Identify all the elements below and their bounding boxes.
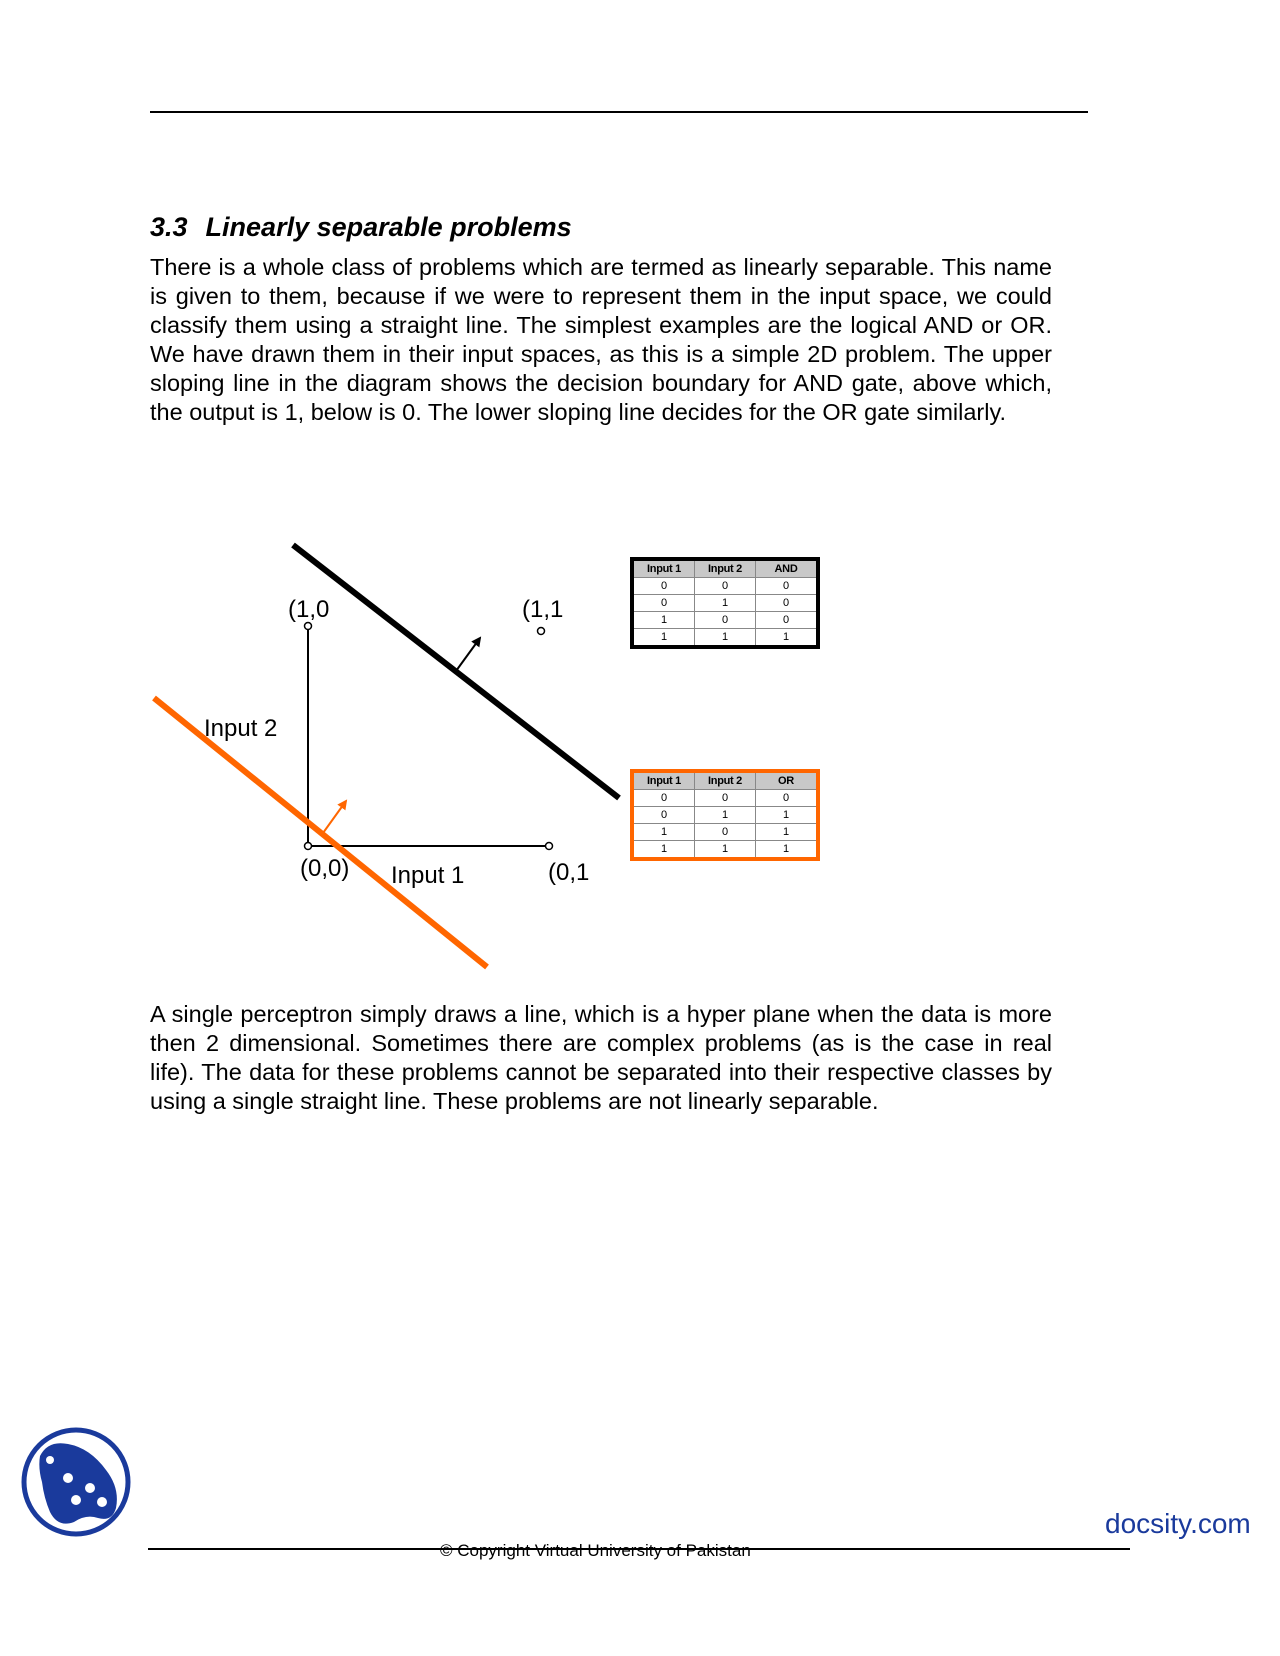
- table-cell: 0: [756, 578, 819, 595]
- or-table-header: Input 1: [632, 771, 695, 790]
- and-normal-arrow: [456, 638, 480, 671]
- point-1-1: [538, 628, 545, 635]
- and-truth-table: [630, 557, 820, 649]
- conclusion-paragraph: A single perceptron simply draws a line, which is a hyper plane when the data is more then 2 dimensional. Sometimes there are complex problems (as is the case in real life). The data for these problems cannot be separated into their respective classes by using a single straight line. These problems are not linearly separable.: [150, 1001, 1052, 1114]
- docsity-logo-icon: [20, 1426, 132, 1538]
- label-1-0: (1,0: [288, 596, 330, 623]
- table-cell: 1: [695, 595, 756, 612]
- copyright-footer: [440, 1541, 840, 1560]
- input1-label: Input 1: [391, 862, 465, 889]
- table-row: [632, 790, 818, 807]
- section-number: 3.3: [150, 212, 188, 242]
- table-cell: 1: [632, 824, 695, 841]
- table-cell: 1: [756, 629, 819, 648]
- point-0-0: [305, 843, 312, 850]
- copyright-text: © Copyright Virtual University of Pakistan: [440, 1541, 751, 1560]
- docsity-brand[interactable]: [1105, 1508, 1251, 1540]
- table-cell: 0: [632, 790, 695, 807]
- section-title: Linearly separable problems: [205, 212, 572, 242]
- table-row: [632, 578, 818, 595]
- intro-paragraph: There is a whole class of problems which are termed as linearly separable. This name is given to them, because if we were to represent them in the input space, we could classify them using a straight line. The simplest examples are the logical AND or OR. We have drawn them in their input spaces, as this is a simple 2D problem. The upper sloping line in the diagram shows the decision boundary for AND gate, above which, the output is 1, below is 0. The lower sloping line decides for the OR gate similarly.: [150, 254, 1052, 425]
- section-heading: [150, 212, 572, 243]
- brand-name: docsity: [1105, 1508, 1191, 1539]
- table-cell: 0: [695, 790, 756, 807]
- table-cell: 1: [756, 807, 819, 824]
- table-cell: 0: [756, 595, 819, 612]
- table-row: [632, 824, 818, 841]
- table-row: [632, 841, 818, 860]
- table-cell: 1: [632, 841, 695, 860]
- and-decision-line: [293, 545, 619, 798]
- or-table-header: OR: [756, 771, 819, 790]
- label-0-1: (0,1: [548, 859, 590, 886]
- or-normal-arrow: [323, 801, 346, 833]
- table-cell: 0: [695, 824, 756, 841]
- table-cell: 1: [632, 612, 695, 629]
- table-cell: 0: [632, 807, 695, 824]
- and-table-header: Input 2: [695, 559, 756, 578]
- table-row: [632, 807, 818, 824]
- or-truth-table: [630, 769, 820, 861]
- table-cell: 0: [695, 578, 756, 595]
- table-cell: 0: [632, 578, 695, 595]
- brand-domain: .com: [1190, 1508, 1251, 1539]
- table-row: [632, 612, 818, 629]
- table-row: [632, 595, 818, 612]
- label-0-0: (0,0): [300, 855, 350, 882]
- and-table-header: Input 1: [632, 559, 695, 578]
- table-cell: 0: [632, 595, 695, 612]
- table-cell: 1: [756, 841, 819, 860]
- input2-label: Input 2: [204, 715, 278, 742]
- or-table-header: Input 2: [695, 771, 756, 790]
- point-1-0: [305, 623, 312, 630]
- table-cell: 1: [756, 824, 819, 841]
- table-cell: 1: [695, 629, 756, 648]
- table-cell: 1: [632, 629, 695, 648]
- label-1-1: (1,1: [522, 596, 564, 623]
- table-cell: 1: [695, 841, 756, 860]
- table-cell: 0: [695, 612, 756, 629]
- table-row: [632, 629, 818, 648]
- and-table-header: AND: [756, 559, 819, 578]
- table-cell: 0: [756, 790, 819, 807]
- point-0-1: [546, 843, 553, 850]
- table-cell: 0: [756, 612, 819, 629]
- table-cell: 1: [695, 807, 756, 824]
- header-rule: [150, 111, 1088, 113]
